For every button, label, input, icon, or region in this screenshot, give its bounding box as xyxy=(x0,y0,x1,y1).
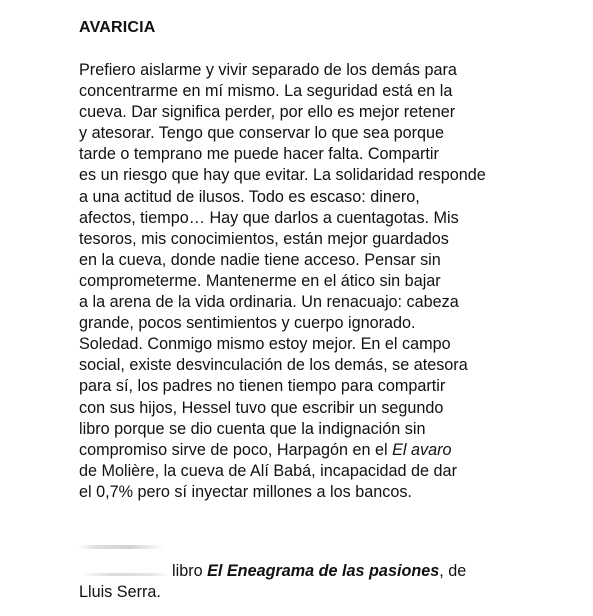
paragraph-line: tesoros, mis conocimientos, están mejor guardados xyxy=(79,229,449,248)
paragraph-line: Soledad. Conmigo mismo estoy mejor. En el campo xyxy=(79,335,451,354)
document-title: AVARICIA xyxy=(79,19,156,36)
citation-author: Lluis Serra. xyxy=(79,583,161,601)
scan-smudge-mark xyxy=(78,545,164,549)
paragraph-line: afectos, tiempo… Hay que darlos a cuentagotas. Mis xyxy=(79,208,459,227)
paragraph-line: cueva. Dar significa perder, por ello es mejor retener xyxy=(79,103,456,122)
paragraph-line: grande, pocos sentimientos y cuerpo ignorado. xyxy=(79,314,416,333)
paragraph-line: para sí, los padres no tienen tiempo para compartir xyxy=(79,377,446,396)
paragraph-line: en la cueva, donde nadie tiene acceso. Pensar sin xyxy=(79,250,441,269)
paragraph-line: de Molière, la cueva de Alí Babá, incapacidad de dar xyxy=(79,461,457,480)
redaction-smudge xyxy=(79,573,169,576)
paragraph-line: el 0,7% pero sí inyectar millones a los bancos. xyxy=(79,482,412,501)
paragraph-line: libro porque se dio cuenta que la indignación sin xyxy=(79,419,426,438)
paragraph-line: tarde o temprano me puede hacer falta. Compartir xyxy=(79,145,439,164)
body-paragraph xyxy=(79,60,579,503)
paragraph-line: concentrarme en mí mismo. La seguridad está en la xyxy=(79,82,453,101)
paragraph-line: comprometerme. Mantenerme en el ático sin bajar xyxy=(79,271,441,290)
citation-prefix: libro xyxy=(172,562,208,580)
citation-line xyxy=(79,561,579,582)
paragraph-line: social, existe desvinculación de los demás, se atesora xyxy=(79,356,468,375)
paragraph-line: es un riesgo que hay que evitar. La solidaridad responde xyxy=(79,166,486,185)
paragraph-line: a la arena de la vida ordinaria. Un renacuajo: cabeza xyxy=(79,293,459,312)
citation-suffix: , de xyxy=(439,562,467,580)
source-citation xyxy=(79,561,579,603)
paragraph-line: y atesorar. Tengo que conservar lo que sea porque xyxy=(79,124,445,143)
book-title: El Eneagrama de las pasiones xyxy=(207,562,440,580)
paragraph-line: Prefiero aislarme y vivir separado de los demás para xyxy=(79,61,457,79)
paragraph-line-with-italic xyxy=(79,440,579,461)
paragraph-line: con sus hijos, Hessel tuvo que escribir un segundo xyxy=(79,398,444,417)
paragraph-line: a una actitud de ilusos. Todo es escaso: dinero, xyxy=(79,187,420,206)
paragraph-line-start: compromiso sirve de poco, Harpagón en el xyxy=(79,440,393,459)
italic-work-title: El avaro xyxy=(392,440,452,459)
